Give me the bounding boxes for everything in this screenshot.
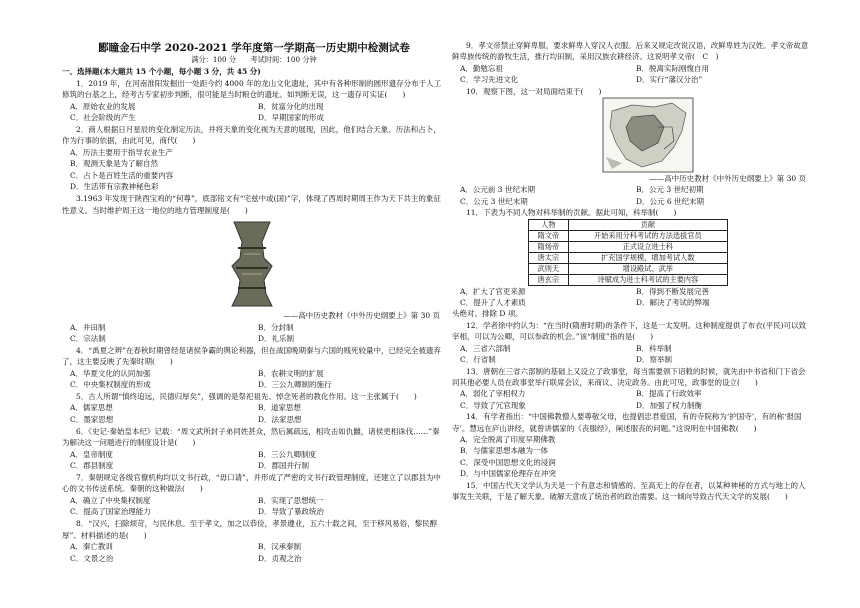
q14-option-d: D．与中国儒家伦理存在冲突 (460, 469, 557, 479)
q3-option-b: B．分封制 (258, 322, 294, 332)
q10-option-c: C．公元 3 世纪末期 (460, 196, 528, 206)
table-cell: 武则天 (529, 263, 569, 274)
q6-option-b: B．三公九卿制度 (258, 449, 317, 459)
table-row (529, 274, 728, 285)
question-1: 1．2019 年，在河南淮阳发掘出一处距今约 4000 年的龙山文化遗址，其中有各种形制的圆形遗存分布于人工修筑的台基之上，经考古专家初步判断，很可能是当时粮仓的遗址。如判断无误，这一遗存可实证( ) (62, 78, 442, 100)
q12-options-2 (452, 354, 812, 365)
q3-option-d: D．礼乐制 (258, 334, 295, 344)
q4-options-2 (62, 379, 446, 391)
right-column (452, 40, 812, 502)
q11-options (452, 286, 812, 297)
q12-options (452, 343, 812, 354)
question-3: 3.1963 年发现于陕西宝鸡的“何尊”，底部铭文有“宅兹中或(国)”字，体现了西周时期周王作为天下共主的象征性意义。当时维护周王这一地位的地方管理制度是( ) (62, 194, 441, 215)
q11-tail-note: 头绝对。排除 D 项。 (452, 309, 523, 319)
q2-option-a: A．历法主要用于指导农业生产 (70, 147, 173, 157)
question-11: 11．下表为不同人物对科举制的贡献。据此可知，科举制( ) (466, 208, 677, 218)
q14-option-c-row (452, 457, 812, 468)
q8-options (62, 541, 446, 553)
q7-options (62, 495, 446, 507)
q14-option-a: A．完全脱离了印度早期佛教 (460, 434, 556, 444)
exam-title: 郾瞳金石中学 2020-2021 学年度第一学期高一历史期中检测试卷 (98, 42, 410, 54)
q2-option-c-row (62, 170, 446, 182)
q12-option-d: D．察举制 (636, 355, 673, 365)
q2-option-b: B．观测天象是为了解自然 (70, 159, 159, 169)
q12-option-c: C．行省制 (460, 355, 496, 365)
q11-option-d: D．解决了考试的弊端 (636, 298, 710, 308)
q4-option-a: A．华夏文化的认同加强 (70, 368, 151, 378)
he-zun-vessel-figure (62, 216, 446, 310)
table-header-row (529, 219, 728, 230)
q9-option-a: A．勤勉忘祖 (460, 63, 503, 73)
q6-options (62, 449, 446, 461)
table-row (529, 241, 728, 252)
q3-caption: ——高中历史教材《中外历史纲要上》第 30 页 (283, 311, 440, 321)
historical-map-figure (602, 97, 694, 173)
table-cell: 隋文帝 (529, 230, 569, 241)
q4-option-d: D．三公九卿制的施行 (258, 380, 332, 390)
q2-option-c: C．占卜是百姓生活的重要内容 (70, 170, 174, 180)
q2-option-b-row (62, 158, 446, 170)
q13-option-a: A．弱化了宰相权力 (460, 389, 526, 399)
table-row (529, 230, 728, 241)
table-row (529, 263, 728, 274)
q9-option-c: C．学习先进文化 (460, 75, 519, 85)
q3-option-a: A．井田制 (70, 322, 106, 332)
q4-option-c: C．中央集权制度的形成 (70, 380, 151, 390)
q7-option-a: A．确立了中央集权制度 (70, 495, 151, 505)
q13-option-c: C．导致了冗官现象 (460, 400, 526, 410)
q2-option-d: D．生活带有宗教神秘色彩 (70, 182, 159, 192)
question-6: 6．《史记·秦始皇本纪》记载：“周文武所封子弟同姓甚众，然后属疏远，相攻击如仇雠，诸侯更相诛伐……”秦为解决这一问题进行的制度设计是( ) (62, 426, 440, 448)
q7-option-d: D．导致了暴政统治 (258, 507, 325, 517)
table-header-cell: 人物 (529, 219, 569, 230)
q9-options (452, 63, 812, 74)
q3-options-2 (62, 333, 446, 345)
q10-option-d: D．公元 6 世纪末期 (636, 196, 705, 206)
q9-option-d: D．实行“藩汉分治” (636, 75, 703, 85)
q9-option-b: B．脱离实际刚愎自用 (636, 63, 710, 73)
q6-option-c: C．郡县制度 (70, 461, 114, 471)
table-cell: 唐太宗 (529, 252, 569, 263)
q1-options (62, 101, 446, 113)
table-cell: 隋炀帝 (529, 241, 569, 252)
question-4: 4．“禹夏之辨”在春秋时期曾经是诸侯争霸的舆论利器，但在战国晚期秦与六国的贱死较量中，已经完全被遗弃了，这主要反映了先秦时期( ) (62, 345, 441, 367)
question-15: 15．中国古代天文学认为天是一个有意志和情感的、至高无上的存在者，以某种神秘的方式与地上的人事发生关联，于是了解天象、破解天意成了统治者的政治需要。这一倾向导致古代天文学的发展( ) (452, 480, 806, 501)
table-cell: 唐玄宗 (529, 274, 569, 285)
q7-options-2 (62, 506, 446, 518)
q6-option-d: D．郡国并行制 (258, 461, 310, 471)
q14-option-d-row (452, 468, 812, 479)
q6-options-2 (62, 460, 446, 472)
q2-option-a-row (62, 147, 446, 159)
q14-option-b: B．与儒家思想本融为一体 (460, 446, 549, 456)
q6-option-a: A．皇帝制度 (70, 449, 113, 459)
china-map-icon (602, 97, 694, 173)
q11-options-2 (452, 297, 812, 308)
q11-option-b: B．得到不断发展完善 (636, 286, 710, 296)
question-8: 8．“汉兴，扫除烦苛，与民休息。至于孝文，加之以恭俭，孝景遵业，五六十载之间，至于移风易俗，黎民醇厚”。材料描述的是( ) (62, 518, 438, 540)
question-9: 9．孝文帝禁止穿鲜卑服，要求鲜卑人穿汉人衣服。后来又规定改说汉语，改鲜卑姓为汉姓。孝文帝故意鲜卑族传统的游牧生活，推行均田制，采用汉族农耕经济。这说明孝文帝( C ) (452, 41, 809, 62)
q10-option-b: B．公元 3 世纪初期 (636, 185, 704, 195)
q10-option-a: A．公元前 3 世纪末期 (460, 185, 535, 195)
q8-option-a: A．秦亡教训 (70, 542, 113, 552)
left-column (62, 66, 446, 564)
q1-option-a: A．原始农业的发展 (70, 101, 136, 111)
q10-options-2 (452, 196, 812, 207)
q1-option-b: B．贫富分化的出现 (258, 101, 324, 111)
q13-option-b: B．提高了行政效率 (636, 389, 702, 399)
table-cell: 诗赋成为进士科考试的主要内容 (568, 274, 727, 285)
q14-option-c: C．深受中国思想文化的浸润 (460, 457, 556, 467)
q13-options-2 (452, 400, 812, 411)
q14-option-a-row (452, 434, 812, 445)
question-5: 5．古人所谓“慎终追远，民德归厚矣”，强调的是祭祀祖先、悼念死者的教化作用。这一主张属于( ) (76, 391, 417, 401)
question-12: 12．学者徐中约认为：“在当时(隋唐时期)的条件下，这是一太发明。这种制度提供了布衣(平民)可以致宰相，可以为公卿，可以参政的机会。”该“制度”指的是( ) (452, 320, 807, 342)
q8-option-c: C．文景之治 (70, 553, 114, 563)
q5-option-a: A．儒家思想 (70, 403, 113, 413)
q3-options (62, 322, 446, 334)
q9-options-2 (452, 74, 812, 85)
q11-option-a: A．扩大了官吏来源 (460, 286, 526, 296)
bronze-vessel-icon (222, 218, 282, 308)
q13-option-d: D．加强了权力制衡 (636, 400, 703, 410)
table-cell: 增设殿试、武举 (568, 263, 727, 274)
table-row (529, 252, 728, 263)
q5-option-b: B．道家思想 (258, 403, 302, 413)
table-cell: 开始采用分科考试的方法选拔官员 (568, 230, 727, 241)
q4-option-b: B．农耕文明的扩展 (258, 368, 324, 378)
q1-option-c: C．社会阶级的产生 (70, 113, 136, 123)
q5-option-d: D．法家思想 (258, 415, 302, 425)
q8-option-b: B．汉承秦制 (258, 542, 302, 552)
q5-options-2 (62, 414, 446, 426)
q7-option-c: C．提高了国家治理能力 (70, 507, 151, 517)
section-heading: 一、选择题(本大题共 15 个小题，每小题 3 分，共 45 分) (62, 67, 261, 76)
question-10: 10．观察下图，这一对局面结束于( ) (466, 86, 602, 96)
q12-option-b: B．科举制 (636, 343, 672, 353)
q8-options-2 (62, 553, 446, 565)
q10-caption: ——高中历史教材《中外历史纲要上》第 30 页 (649, 174, 806, 184)
q12-option-a: A．三省六部制 (460, 343, 511, 353)
q5-option-c: C．墨家思想 (70, 415, 114, 425)
q13-options (452, 388, 812, 399)
q2-option-d-row (62, 181, 446, 193)
table-cell: 扩充国学规模，增加考试人数 (568, 252, 727, 263)
q5-options (62, 402, 446, 414)
q7-option-b: B．实现了思想统一 (258, 495, 324, 505)
table-cell: 正式设立进士科 (568, 241, 727, 252)
q1-options-2 (62, 112, 446, 124)
q10-options (452, 184, 812, 195)
q1-option-d: D．早期国家的形成 (258, 113, 325, 123)
question-13: 13．唐朝在三省六部制的基础上又设立了政事堂，每当需要颁下诏敕的时候，就先由中书省和门下省会同其他必要人员在政事堂举行联席会议，来商议、决定政务。由此可见，政事堂的设立( ) (452, 366, 806, 387)
q11-option-c: C．提升了人才素质 (460, 298, 526, 308)
q3-option-c: C．宗法制 (70, 334, 106, 344)
question-2: 2．商人根据日月星辰的变化制定历法，并将天象的变化视为天意的展现，因此，他们结合天象、历法和占卜，作为行事的依据，由此可见，商代( ) (62, 124, 441, 146)
question-14: 14．有学者指出：“中国佛教僧人要尊敬父母，也提倡忠君爱国，有的寺院称为‘护国寺’，有的称‘报国寺’。慧远在庐山讲经，就曾讲儒家的《丧服经》，阐述服丧的问题。”这说明在中国佛教( ) (452, 412, 802, 433)
q4-options (62, 368, 446, 380)
q14-option-b-row (452, 445, 812, 456)
table-header-cell: 贡献 (568, 219, 727, 230)
exam-subinfo: 满分：100 分 考试时间：100 分钟 (191, 55, 317, 64)
contribution-table (528, 219, 728, 286)
q8-option-d: D．贞观之治 (258, 553, 302, 563)
question-7: 7．秦朝规定各级官僚机构均以文书行政，“毋口请”，并形成了严密的文书行政管理制度，还建立了以郡县为中心的文书传送系统。秦朝的这种做法( ) (62, 472, 441, 494)
